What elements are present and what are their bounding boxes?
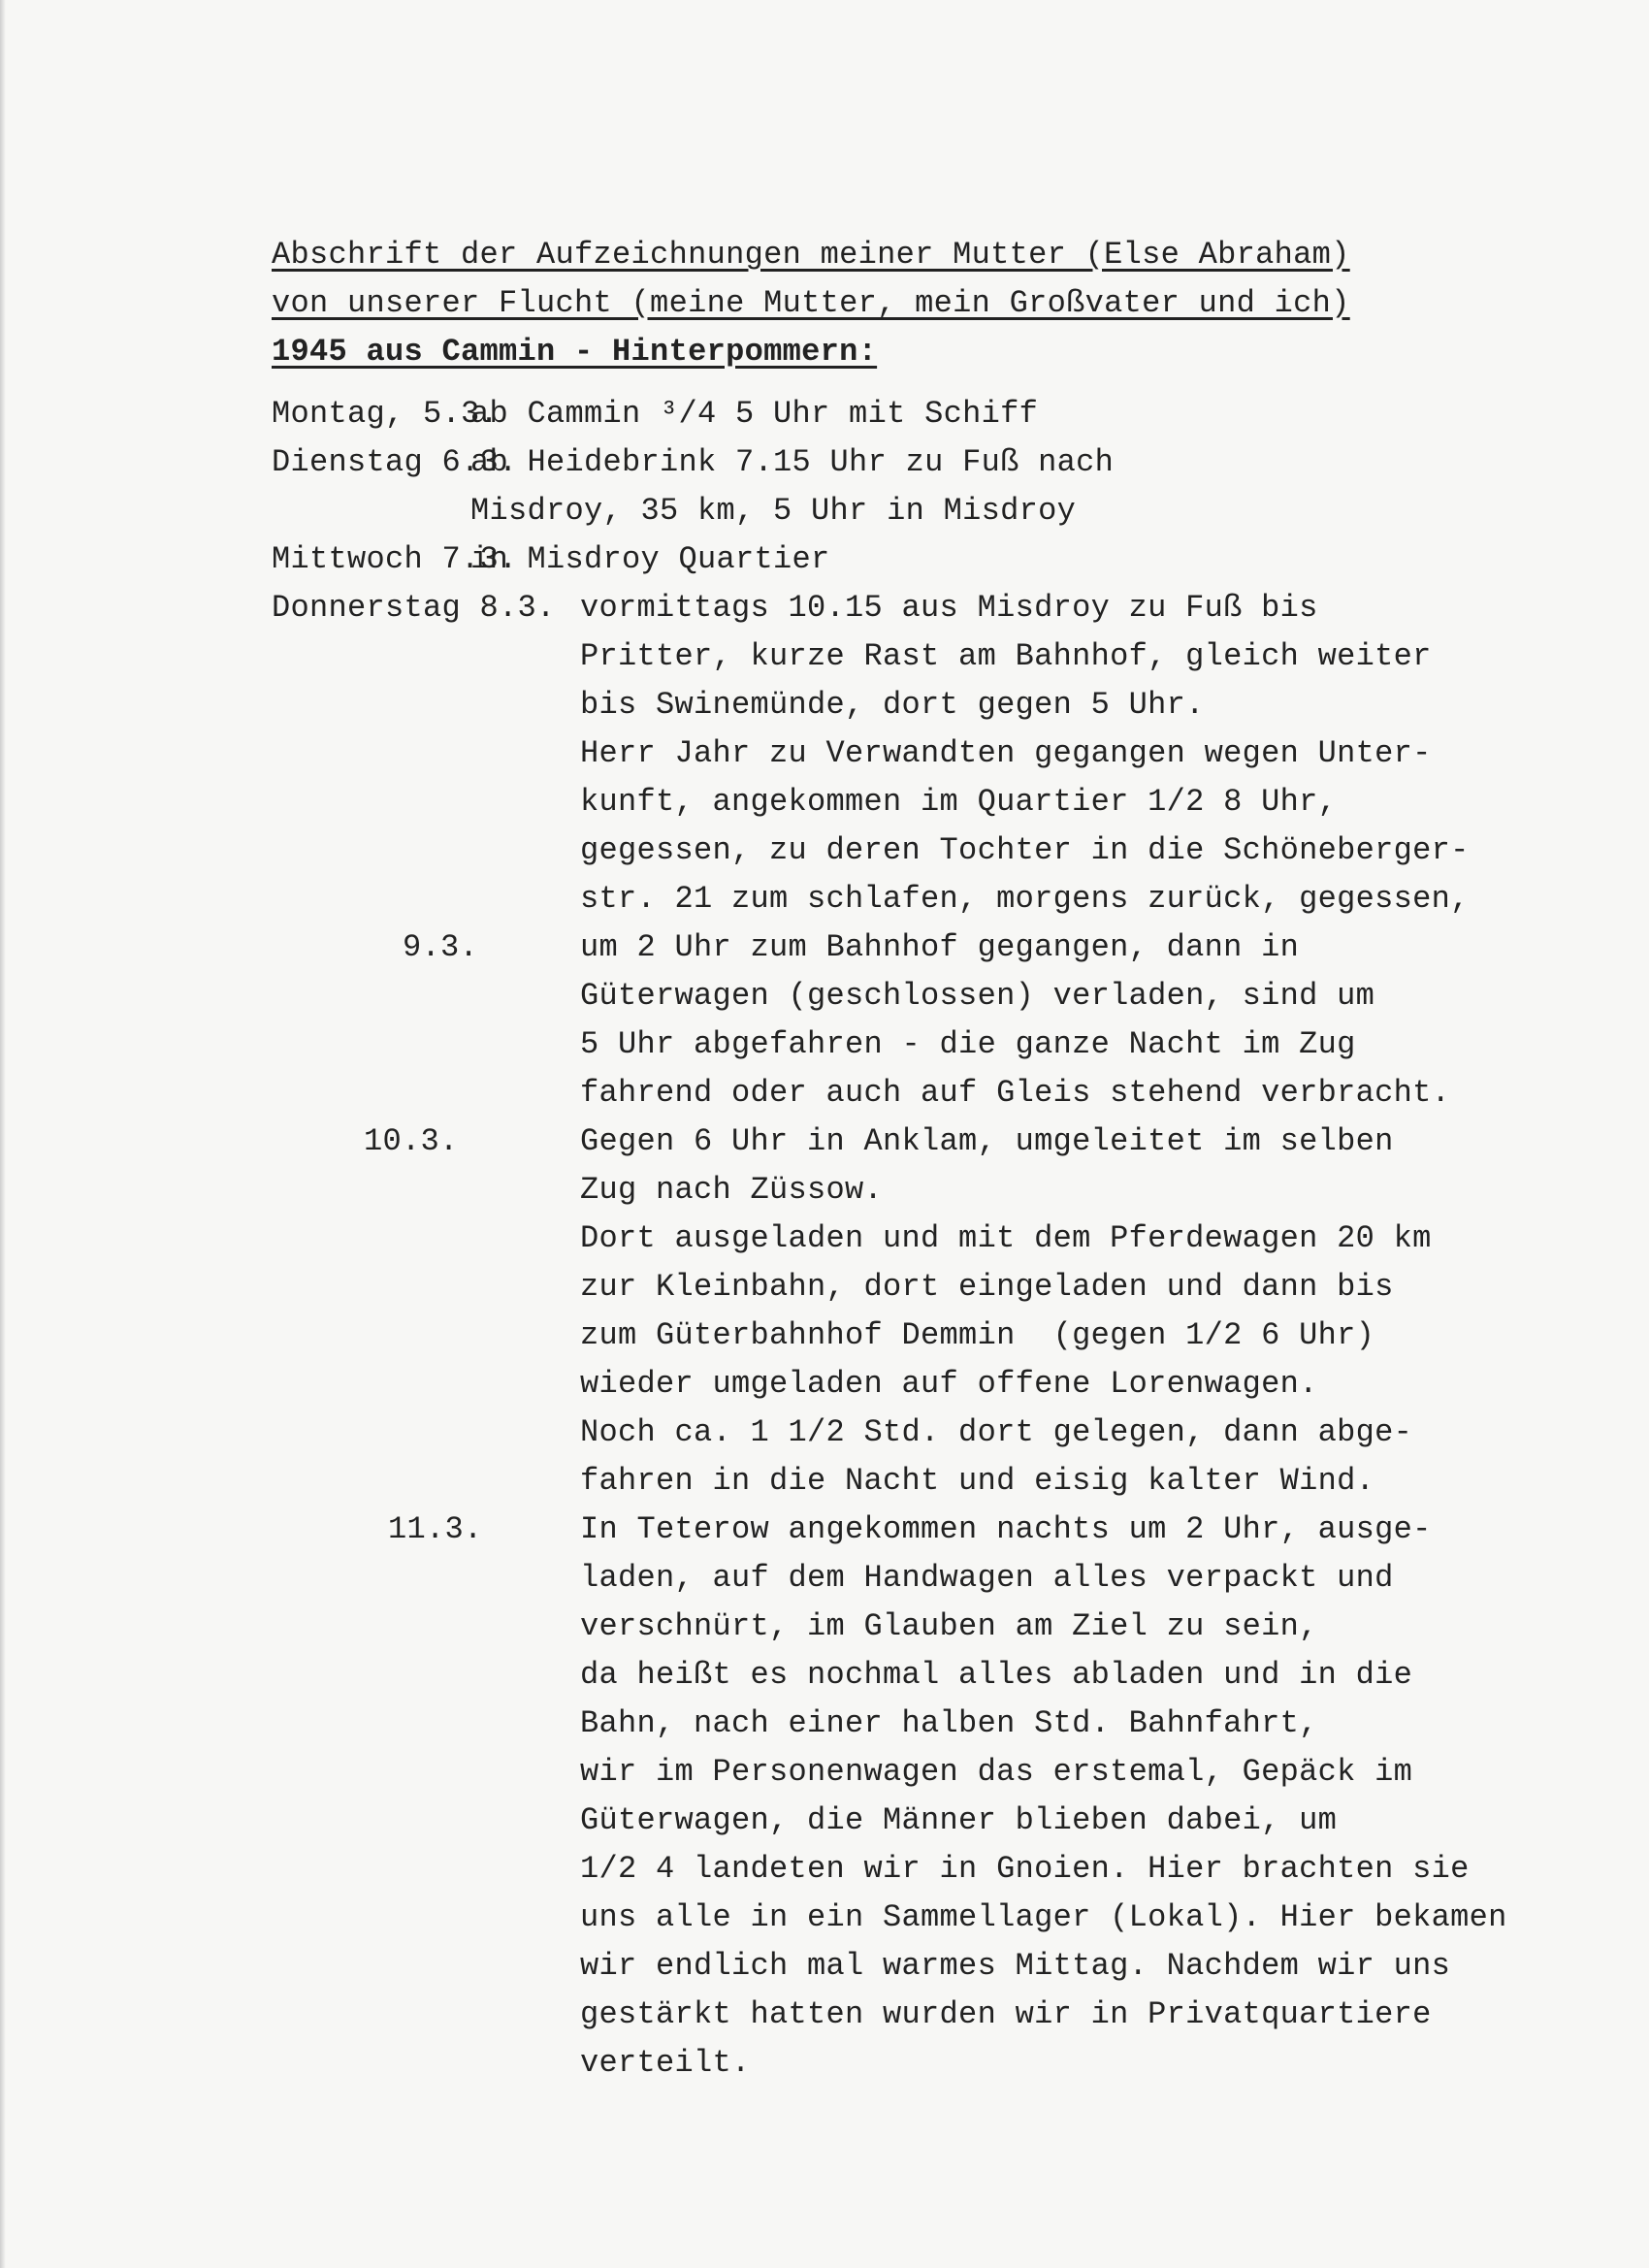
heading-line-3: 1945 aus Cammin - Hinterpommern: xyxy=(272,334,878,370)
entry-row xyxy=(272,1312,1591,1360)
entry-text-line: str. 21 zum schlafen, morgens zurück, gegessen, xyxy=(580,881,1470,917)
entry-text-line: um 2 Uhr zum Bahnhof gegangen, dann in xyxy=(580,929,1300,965)
entry-text-line: Noch ca. 1 1/2 Std. dort gelegen, dann abge- xyxy=(580,1414,1413,1450)
entry-text-line: in Misdroy Quartier xyxy=(470,541,830,577)
entry-date-label: Montag, 5.3. xyxy=(272,396,500,432)
entry-text-line: gegessen, zu deren Tochter in die Schöneberger- xyxy=(580,832,1470,868)
entry-text-line: laden, auf dem Handwagen alles verpackt und xyxy=(580,1560,1394,1596)
entry-row xyxy=(272,1166,1591,1215)
entry-text-line: 5 Uhr abgefahren - die ganze Nacht im Zug xyxy=(580,1026,1356,1062)
document-body xyxy=(272,231,1591,2088)
entry-text-line: ab Cammin ³/4 5 Uhr mit Schiff xyxy=(470,396,1039,432)
entry-row xyxy=(272,729,1591,778)
entry-row xyxy=(272,2039,1591,2088)
entry-text-line: Bahn, nach einer halben Std. Bahnfahrt, xyxy=(580,1705,1318,1741)
entry-date-label: Donnerstag 8.3. xyxy=(272,590,556,626)
entry-row xyxy=(272,1554,1591,1603)
entry-row xyxy=(272,1263,1591,1312)
entries-list xyxy=(272,390,1591,2088)
entry-text-line: bis Swinemünde, dort gegen 5 Uhr. xyxy=(580,687,1205,723)
entry-row xyxy=(272,487,1591,535)
entry-row xyxy=(272,875,1591,923)
entry-row xyxy=(272,1748,1591,1797)
entry-text-line: gestärkt hatten wurden wir in Privatquartiere xyxy=(580,1996,1432,2032)
entry-row xyxy=(272,535,1591,584)
entry-row xyxy=(272,1894,1591,1942)
entry-text-line: Zug nach Züssow. xyxy=(580,1172,884,1208)
entry-text-line: Misdroy, 35 km, 5 Uhr in Misdroy xyxy=(470,493,1077,529)
entry-row xyxy=(272,1118,1591,1166)
heading-line-1: Abschrift der Aufzeichnungen meiner Mutter (Else Abraham) xyxy=(272,237,1350,273)
entry-row xyxy=(272,1069,1591,1118)
entry-text-line: Gegen 6 Uhr in Anklam, umgeleitet im selben xyxy=(580,1123,1394,1159)
entry-row xyxy=(272,1651,1591,1700)
entry-row xyxy=(272,1457,1591,1506)
entry-row xyxy=(272,632,1591,681)
entry-date-label: Dienstag 6.3. xyxy=(272,444,518,480)
entry-row xyxy=(272,584,1591,632)
entry-text-line: fahrend oder auch auf Gleis stehend verbracht. xyxy=(580,1075,1451,1111)
entry-text-line: wieder umgeladen auf offene Lorenwagen. xyxy=(580,1366,1318,1402)
entry-text-line: Pritter, kurze Rast am Bahnhof, gleich weiter xyxy=(580,638,1432,674)
entry-row xyxy=(272,1506,1591,1554)
entry-row xyxy=(272,1797,1591,1845)
entry-text-line: zur Kleinbahn, dort eingeladen und dann bis xyxy=(580,1269,1394,1305)
entry-text-line: 1/2 4 landeten wir in Gnoien. Hier brachten sie xyxy=(580,1851,1470,1887)
entry-row xyxy=(272,390,1591,438)
entry-text-line: Güterwagen, die Männer blieben dabei, um xyxy=(580,1802,1338,1838)
entry-date-label: 11.3. xyxy=(388,1511,483,1547)
entry-text-line: Dort ausgeladen und mit dem Pferdewagen 20 km xyxy=(580,1220,1432,1256)
entry-text-line: ab Heidebrink 7.15 Uhr zu Fuß nach xyxy=(470,444,1115,480)
heading-line-2: von unserer Flucht (meine Mutter, mein Großvater und ich) xyxy=(272,285,1350,321)
entry-text-line: In Teterow angekommen nachts um 2 Uhr, ausge- xyxy=(580,1511,1432,1547)
entry-text-line: uns alle in ein Sammellager (Lokal). Hier bekamen xyxy=(580,1899,1507,1935)
entry-row xyxy=(272,681,1591,729)
entry-row xyxy=(272,1360,1591,1409)
entry-text-line: Güterwagen (geschlossen) verladen, sind um xyxy=(580,978,1375,1014)
entry-text-line: kunft, angekommen im Quartier 1/2 8 Uhr, xyxy=(580,784,1338,820)
entry-row xyxy=(272,778,1591,826)
entry-row xyxy=(272,1603,1591,1651)
entry-date-label: Mittwoch 7.3. xyxy=(272,541,518,577)
entry-text-line: wir endlich mal warmes Mittag. Nachdem wir uns xyxy=(580,1948,1451,1984)
entry-row xyxy=(272,1991,1591,2039)
entry-text-line: vormittags 10.15 aus Misdroy zu Fuß bis xyxy=(580,590,1318,626)
page-edge xyxy=(0,0,6,2268)
entry-text-line: da heißt es nochmal alles abladen und in die xyxy=(580,1657,1413,1693)
entry-row xyxy=(272,1700,1591,1748)
entry-row xyxy=(272,438,1591,487)
entry-row xyxy=(272,1215,1591,1263)
entry-text-line: fahren in die Nacht und eisig kalter Wind. xyxy=(580,1463,1375,1499)
entry-text-line: Herr Jahr zu Verwandten gegangen wegen Unter- xyxy=(580,735,1432,771)
entry-row xyxy=(272,972,1591,1021)
entry-row xyxy=(272,1021,1591,1069)
entry-row xyxy=(272,1409,1591,1457)
entry-text-line: verschnürt, im Glauben am Ziel zu sein, xyxy=(580,1608,1318,1644)
entry-text-line: verteilt. xyxy=(580,2045,751,2081)
entry-row xyxy=(272,1942,1591,1991)
entry-row xyxy=(272,826,1591,875)
entry-date-label: 9.3. xyxy=(403,929,479,965)
entry-text-line: zum Güterbahnhof Demmin (gegen 1/2 6 Uhr) xyxy=(580,1317,1375,1353)
entry-date-label: 10.3. xyxy=(364,1123,459,1159)
entry-row xyxy=(272,923,1591,972)
entry-row xyxy=(272,1845,1591,1894)
entry-text-line: wir im Personenwagen das erstemal, Gepäck im xyxy=(580,1754,1413,1790)
